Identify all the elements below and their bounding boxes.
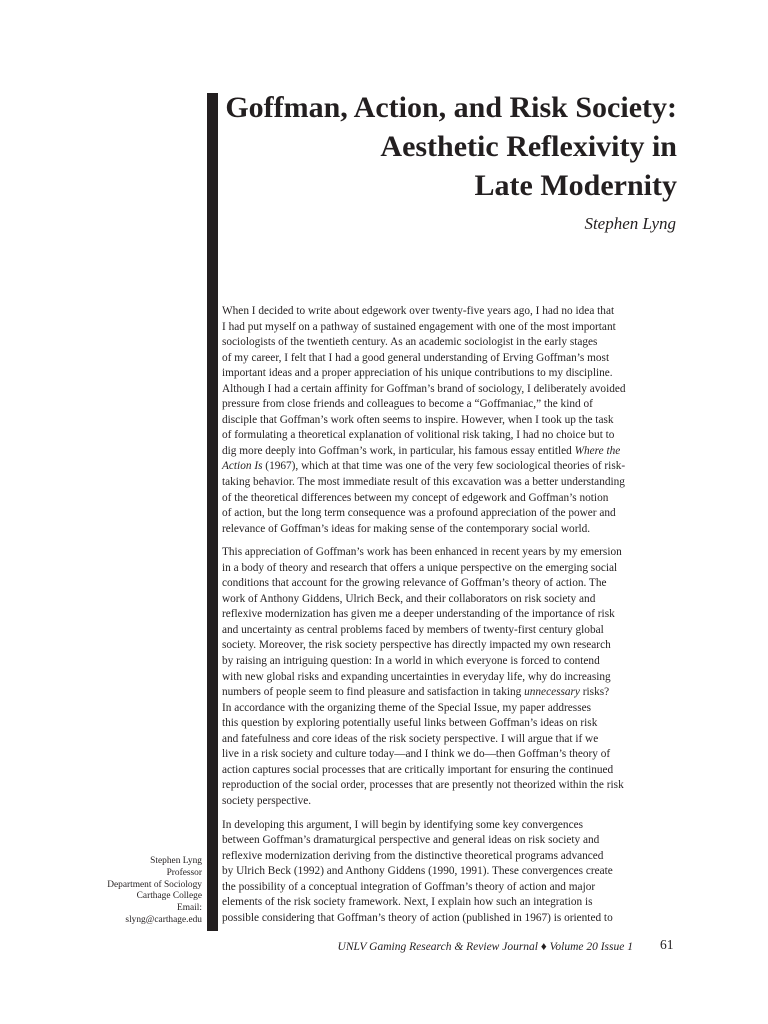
text-line: the possibility of a conceptual integration of Goffman’s theory of action and major: [222, 880, 596, 893]
text-line: between Goffman’s dramaturgical perspective and general ideas on risk society and: [222, 834, 600, 847]
title-line-3: Late Modernity: [474, 169, 677, 202]
decorative-vertical-bar: [207, 93, 218, 931]
text-line: society perspective.: [222, 794, 312, 807]
text-line: This appreciation of Goffman’s work has been enhanced in recent years by my emersion: [222, 546, 622, 559]
text-line: When I decided to write about edgework over twenty-five years ago, I had no idea that: [222, 305, 615, 317]
paragraph-3: [222, 818, 682, 927]
affiliation-name: Stephen Lyng: [150, 856, 202, 866]
text-line: sociologists of the twentieth century. As an academic sociologist in the early stages: [222, 336, 598, 349]
text-line: reflexive modernization has given me a deeper understanding of the importance of risk: [222, 608, 615, 621]
page-number: 61: [660, 937, 674, 952]
affiliation-position: Professor: [166, 867, 202, 878]
title-line-1: Goffman, Action, and Risk Society:: [225, 91, 677, 124]
journal-footer: UNLV Gaming Research & Review Journal ♦ Volume 20 Issue 1: [337, 941, 633, 953]
affiliation-institution: Carthage College: [136, 891, 202, 902]
article-title: [225, 88, 677, 205]
text-line: important ideas and a proper appreciation of his unique contributions to my discipline.: [222, 367, 613, 380]
text-line: of my career, I felt that I had a good general understanding of Erving Goffman’s most: [222, 351, 610, 364]
title-line-2: Aesthetic Reflexivity in: [380, 130, 677, 163]
author-byline: Stephen Lyng: [584, 214, 676, 233]
affiliation-department: Department of Sociology: [107, 879, 202, 890]
text-line: by raising an intriguing question: In a world in which everyone is forced to contend: [222, 655, 600, 668]
text-line: I had put myself on a pathway of sustained engagement with one of the most important: [222, 320, 616, 333]
paragraph-1: [222, 304, 682, 537]
text-line: reproduction of the social order, processes that are presently not theorized within the risk: [222, 779, 624, 792]
article-body: [222, 304, 682, 934]
text-line: of the theoretical differences between my concept of edgework and Goffman’s notion: [222, 491, 609, 504]
text-line: Action Is (1967), which at that time was one of the very few sociological theories of risk-: [222, 460, 626, 473]
text-line: with new global risks and expanding uncertainties in everyday life, why do increasing: [222, 670, 611, 683]
text-line: In accordance with the organizing theme of the Special Issue, my paper addresses: [222, 701, 592, 714]
text-line: reflexive modernization deriving from the distinctive theoretical programs advanced: [222, 849, 604, 862]
text-line: of action, but the long term consequence was a profound appreciation of the power and: [222, 507, 616, 520]
text-line: society. Moreover, the risk society perspective has directly impacted my own research: [222, 639, 611, 652]
text-line: work of Anthony Giddens, Ulrich Beck, and their collaborators on risk society and: [222, 592, 596, 605]
text-line: action captures social processes that are critically important for ensuring the continued: [222, 763, 614, 776]
text-line: possible considering that Goffman’s theory of action (published in 1967) is oriented to: [222, 911, 613, 924]
text-line: of formulating a theoretical explanation of volitional risk taking, I had no choice but to: [222, 429, 615, 442]
text-line: In developing this argument, I will begin by identifying some key convergences: [222, 818, 584, 831]
text-line: elements of the risk society framework. Next, I explain how such an integration is: [222, 896, 593, 909]
text-line: dig more deeply into Goffman’s work, in particular, his famous essay entitled Where the: [222, 444, 621, 457]
affiliation-email: slyng@carthage.edu: [125, 914, 202, 925]
text-line: and fatefulness and core ideas of the risk society perspective. I will argue that if we: [222, 732, 599, 745]
paragraph-2: [222, 545, 682, 809]
text-line: relevance of Goffman’s ideas for making sense of the contemporary social world.: [222, 522, 591, 535]
text-line: and uncertainty as central problems faced by members of twenty-first century global: [222, 623, 604, 636]
affiliation-email-label: Email:: [177, 903, 202, 914]
text-line: taking behavior. The most immediate result of this excavation was a better understanding: [222, 476, 625, 489]
text-line: conditions that account for the growing relevance of Goffman’s theory of action. The: [222, 577, 607, 590]
text-line: this question by exploring potentially useful links between Goffman’s ideas on risk: [222, 717, 598, 730]
text-line: pressure from close friends and colleagues to become a “Goffmaniac,” the kind of: [222, 398, 593, 411]
text-line: in a body of theory and research that offers a unique perspective on the emerging social: [222, 561, 618, 574]
author-affiliation: [80, 856, 202, 927]
text-line: live in a risk society and culture today—and I think we do—then Goffman’s theory of: [222, 748, 611, 761]
text-line: Although I had a certain affinity for Goffman’s brand of sociology, I deliberately avoided: [222, 382, 626, 395]
text-line: disciple that Goffman’s work often seems to inspire. However, when I took up the task: [222, 413, 614, 426]
text-line: numbers of people seem to find pleasure and satisfaction in taking unnecessary risks?: [222, 686, 610, 699]
text-line: by Ulrich Beck (1992) and Anthony Giddens (1990, 1991). These convergences create: [222, 865, 613, 878]
